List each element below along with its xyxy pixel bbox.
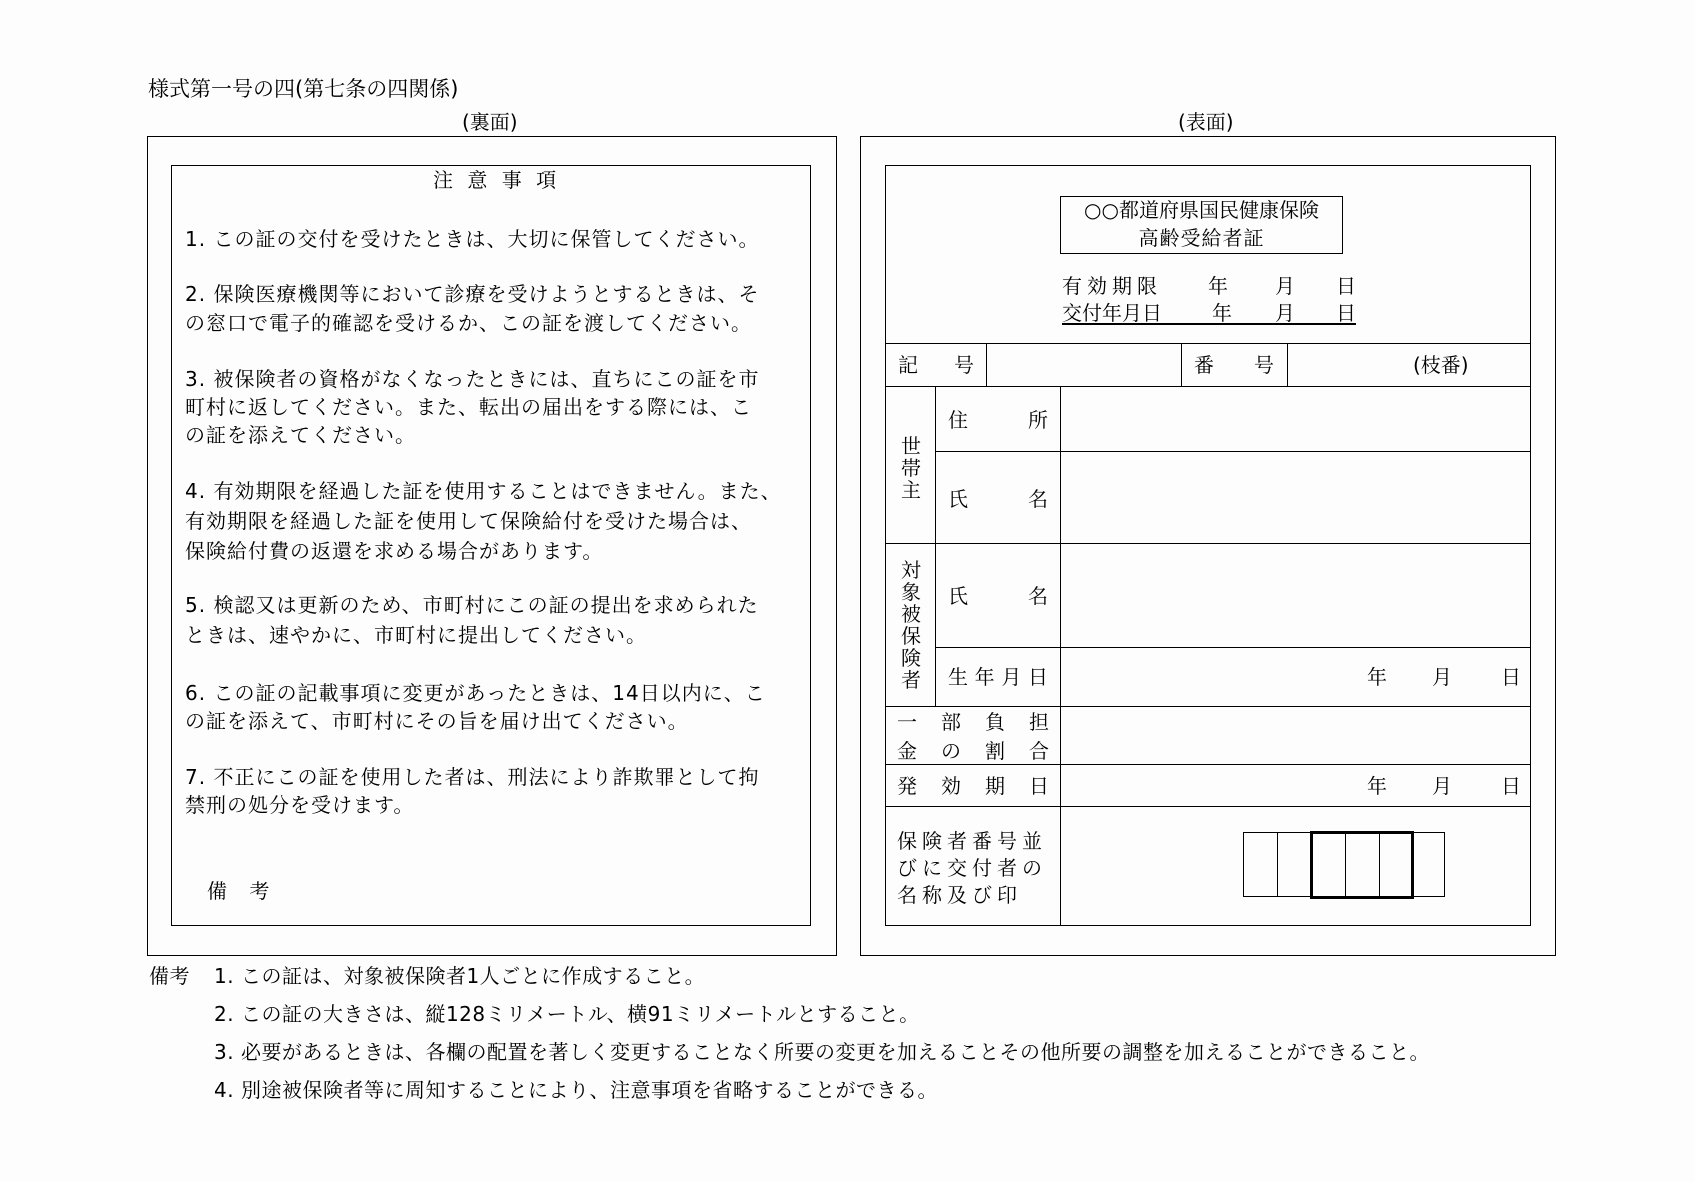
copay-label-line-2 — [897, 741, 1049, 761]
label-char: 金 — [897, 739, 917, 763]
caution-item-2-line-2: の窓口で電子的確認を受けるか、この証を渡してください。 — [185, 311, 752, 335]
insurer-label-line: 保険者番号並 — [897, 829, 1047, 853]
copay-label-line-1 — [897, 712, 1049, 732]
validity-day: 日 — [1336, 274, 1356, 298]
label-char: 月 — [1001, 665, 1022, 689]
label-char: 一 — [897, 710, 917, 734]
back-side-label: (裏面) — [462, 110, 518, 134]
caution-item-6-line-2: の証を添えて、市町村にその旨を届け出てください。 — [185, 709, 689, 733]
label-char: 名 — [1028, 487, 1048, 511]
caution-item-5-line-1: 5. 検認又は更新のため、市町村にこの証の提出を求められた — [185, 593, 759, 617]
effective-day: 日 — [1501, 774, 1521, 798]
label-char: 日 — [1029, 774, 1049, 798]
insurer-label-line: びに交付者の — [897, 856, 1047, 880]
birthdate-month: 月 — [1432, 665, 1452, 689]
issue-day: 日 — [1336, 301, 1356, 325]
row-line — [935, 451, 1531, 452]
birthdate-day: 日 — [1501, 665, 1521, 689]
label-char: 担 — [1029, 710, 1049, 734]
caution-item-3-line-2: 町村に返してください。また、転出の届出をする際には、こ — [185, 395, 752, 419]
label-char: 住 — [948, 408, 968, 432]
caution-item-7-line-1: 7. 不正にこの証を使用した者は、刑法により詐欺罪として拘 — [185, 765, 760, 789]
label-char: 生 — [948, 665, 968, 689]
front-side-label: (表面) — [1178, 110, 1234, 134]
birthdate-year: 年 — [1367, 665, 1387, 689]
note-1: 1. この証は、対象被保険者1人ごとに作成すること。 — [214, 964, 706, 988]
symbol-label — [898, 355, 974, 375]
label-char: 負 — [985, 710, 1005, 734]
caution-item-2-line-1: 2. 保険医療機関等において診療を受けようとするときは、そ — [185, 282, 760, 306]
row-line — [885, 706, 1531, 707]
insurer-number-bold-frame — [1310, 831, 1414, 899]
insurer-label-line: 名称及び印 — [897, 883, 1022, 907]
label-char: 部 — [941, 710, 961, 734]
label-char: 氏 — [948, 487, 968, 511]
note-4: 4. 別途被保険者等に周知することにより、注意事項を省略することができる。 — [214, 1078, 938, 1102]
householder-name-field[interactable] — [1062, 453, 1530, 542]
label-char: 所 — [1028, 408, 1048, 432]
symbol-label-char: 号 — [954, 353, 974, 377]
insured-name-label — [948, 586, 1048, 606]
back-remarks-label: 備 考 — [207, 879, 278, 903]
label-char: の — [941, 739, 961, 763]
notes-label: 備考 — [149, 964, 190, 988]
caution-item-3-line-3: の証を添えてください。 — [185, 423, 416, 447]
label-char: 日 — [1027, 665, 1048, 689]
col-line — [1287, 343, 1288, 386]
effective-month: 月 — [1432, 774, 1452, 798]
label-char: 期 — [985, 774, 1005, 798]
caution-item-3-line-1: 3. 被保険者の資格がなくなったときには、直ちにこの証を市 — [185, 367, 760, 391]
validity-year: 年 — [1208, 274, 1228, 298]
effective-date-label — [897, 776, 1049, 796]
number-label-char: 番 — [1194, 353, 1214, 377]
branch-number-label: (枝番) — [1413, 353, 1469, 377]
effective-year: 年 — [1367, 774, 1387, 798]
birthdate-label — [948, 667, 1048, 687]
caution-item-4-line-2: 有効期限を経過した証を使用して保険給付を受けた場合は、 — [185, 509, 752, 533]
insured-name-field[interactable] — [1062, 545, 1530, 646]
insurer-number-cell-2[interactable] — [1277, 832, 1312, 897]
caution-item-1-line-1: 1. この証の交付を受けたときは、大切に保管してください。 — [185, 227, 760, 251]
label-char: 合 — [1029, 739, 1049, 763]
caution-item-4-line-1: 4. 有効期限を経過した証を使用することはできません。また、 — [185, 479, 782, 503]
card-title-line-1: ○○都道府県国民健康保険 — [1084, 198, 1319, 222]
row-line — [885, 764, 1531, 765]
number-label — [1194, 355, 1274, 375]
householder-group-label: 世帯主 — [901, 434, 921, 502]
note-3: 3. 必要があるときは、各欄の配置を著しく変更することなく所要の変更を加えることその他所要の調整を加えることができること。 — [214, 1040, 1430, 1064]
symbol-label-char: 記 — [898, 353, 918, 377]
col-line — [986, 343, 987, 386]
row-line — [885, 543, 1531, 544]
insurer-label — [897, 828, 1047, 909]
issue-month: 月 — [1275, 301, 1295, 325]
validity-label: 有効期限 — [1062, 274, 1162, 298]
note-2: 2. この証の大きさは、縦128ミリメートル、横91ミリメートルとすること。 — [214, 1002, 920, 1026]
caution-item-5-line-2: ときは、速やかに、市町村に提出してください。 — [185, 623, 647, 647]
issue-date-underline — [1062, 323, 1356, 325]
row-line — [885, 343, 1531, 344]
insurer-number-cell-1[interactable] — [1243, 832, 1278, 897]
form-title: 様式第一号の四(第七条の四関係) — [148, 77, 459, 101]
label-char: 氏 — [948, 584, 968, 608]
issue-date-label: 交付年月日 — [1062, 301, 1162, 325]
symbol-field[interactable] — [988, 345, 1180, 385]
label-char: 割 — [985, 739, 1005, 763]
row-line — [935, 647, 1531, 648]
householder-name-label — [948, 489, 1048, 509]
caution-item-7-line-2: 禁刑の処分を受けます。 — [185, 793, 415, 817]
number-label-char: 号 — [1254, 353, 1274, 377]
card-title-line-2: 高齢受給者証 — [1138, 226, 1265, 250]
householder-address-label — [948, 410, 1048, 430]
householder-address-field[interactable] — [1062, 388, 1530, 450]
label-char: 年 — [974, 665, 995, 689]
caution-heading: 注 意 事 項 — [433, 168, 561, 192]
insurer-number-cell-6[interactable] — [1413, 832, 1445, 897]
issue-year: 年 — [1212, 301, 1232, 325]
col-line — [1181, 343, 1182, 386]
copay-ratio-field[interactable] — [1062, 708, 1530, 763]
label-char: 発 — [897, 774, 917, 798]
caution-item-6-line-1: 6. この証の記載事項に変更があったときは、14日以内に、こ — [185, 681, 766, 705]
col-line — [935, 386, 936, 706]
insured-group-label: 対象被保険者 — [901, 558, 921, 692]
caution-item-4-line-3: 保険給付費の返還を求める場合があります。 — [185, 539, 604, 563]
label-char: 効 — [941, 774, 961, 798]
label-char: 名 — [1028, 584, 1048, 608]
validity-month: 月 — [1275, 274, 1295, 298]
row-line — [885, 806, 1531, 807]
col-line — [1060, 386, 1061, 926]
row-line — [885, 386, 1531, 387]
